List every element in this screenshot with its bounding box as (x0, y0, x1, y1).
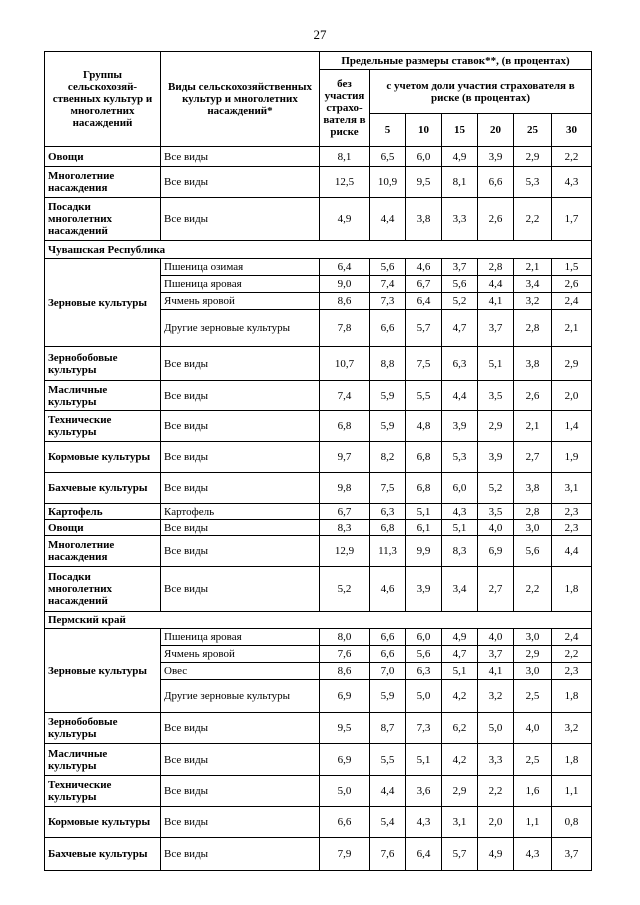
table-row (45, 807, 592, 838)
crop-kind-cell: Все виды (161, 473, 320, 504)
rate-with-participation: 3,0 (514, 520, 552, 536)
rate-with-participation: 2,2 (514, 567, 552, 612)
table-row (45, 838, 592, 871)
rate-with-participation: 2,2 (552, 646, 592, 663)
rate-with-participation: 2,6 (478, 198, 514, 241)
rate-without-participation: 7,9 (320, 838, 370, 871)
crop-group-cell: Зерновые культуры (45, 259, 161, 347)
rate-with-participation: 0,8 (552, 807, 592, 838)
rate-without-participation: 5,0 (320, 776, 370, 807)
crop-kind-cell: Все виды (161, 744, 320, 776)
rate-with-participation: 5,1 (406, 504, 442, 520)
rate-with-participation: 5,0 (478, 713, 514, 744)
rate-without-participation: 4,9 (320, 198, 370, 241)
rate-with-participation: 3,7 (478, 310, 514, 347)
rate-with-participation: 6,1 (406, 520, 442, 536)
rate-with-participation: 6,7 (406, 276, 442, 293)
rate-without-participation: 8,6 (320, 663, 370, 680)
table-row (45, 567, 592, 612)
rate-with-participation: 3,2 (514, 293, 552, 310)
table-row (45, 411, 592, 442)
rate-without-participation: 7,6 (320, 646, 370, 663)
rate-with-participation: 5,9 (370, 381, 406, 411)
rate-with-participation: 4,9 (478, 838, 514, 871)
rate-with-participation: 2,7 (478, 567, 514, 612)
rate-with-participation: 5,1 (442, 663, 478, 680)
rate-with-participation: 4,3 (552, 167, 592, 198)
crop-kind-cell: Все виды (161, 713, 320, 744)
crop-kind-cell: Все виды (161, 167, 320, 198)
rate-with-participation: 4,7 (442, 646, 478, 663)
rate-with-participation: 1,5 (552, 259, 592, 276)
rate-without-participation: 9,7 (320, 442, 370, 473)
rate-with-participation: 5,3 (442, 442, 478, 473)
rate-with-participation: 10,9 (370, 167, 406, 198)
rate-with-participation: 6,8 (406, 473, 442, 504)
table-row (45, 147, 592, 167)
table-row (45, 381, 592, 411)
rate-with-participation: 5,1 (442, 520, 478, 536)
rate-with-participation: 6,6 (370, 629, 406, 646)
rate-with-participation: 1,4 (552, 411, 592, 442)
crop-kind-cell: Все виды (161, 838, 320, 871)
rate-with-participation: 5,7 (442, 838, 478, 871)
crop-kind-cell: Все виды (161, 411, 320, 442)
rate-with-participation: 1,8 (552, 744, 592, 776)
crop-kind-cell: Все виды (161, 198, 320, 241)
table-row (45, 520, 592, 536)
rate-with-participation: 3,3 (478, 744, 514, 776)
rate-with-participation: 3,3 (442, 198, 478, 241)
crop-group-cell: Кормовые культуры (45, 442, 161, 473)
crop-kind-cell: Ячмень яровой (161, 293, 320, 310)
rate-with-participation: 3,8 (514, 347, 552, 381)
rate-without-participation: 12,5 (320, 167, 370, 198)
rate-without-participation: 7,8 (320, 310, 370, 347)
table-row (45, 744, 592, 776)
rate-with-participation: 6,4 (406, 838, 442, 871)
rate-with-participation: 7,3 (406, 713, 442, 744)
table-row (45, 259, 592, 276)
table-row (45, 713, 592, 744)
rate-with-participation: 4,4 (370, 198, 406, 241)
rate-with-participation: 2,9 (514, 147, 552, 167)
rate-without-participation: 8,6 (320, 293, 370, 310)
rate-with-participation: 4,3 (406, 807, 442, 838)
rate-with-participation: 3,7 (552, 838, 592, 871)
rate-with-participation: 2,9 (442, 776, 478, 807)
rate-with-participation: 2,1 (552, 310, 592, 347)
rate-with-participation: 2,6 (514, 381, 552, 411)
rate-with-participation: 8,7 (370, 713, 406, 744)
rate-without-participation: 10,7 (320, 347, 370, 381)
rate-without-participation: 8,3 (320, 520, 370, 536)
crop-kind-cell: Все виды (161, 442, 320, 473)
rate-with-participation: 2,2 (478, 776, 514, 807)
crop-group-cell: Технические культуры (45, 411, 161, 442)
rate-with-participation: 3,0 (514, 663, 552, 680)
crop-group-cell: Посадки многолетних насаждений (45, 567, 161, 612)
page-number: 27 (313, 27, 327, 42)
rate-with-participation: 6,3 (442, 347, 478, 381)
table-row (45, 167, 592, 198)
header-share: 10 (406, 114, 442, 147)
rate-with-participation: 2,1 (514, 259, 552, 276)
rate-with-participation: 3,9 (406, 567, 442, 612)
rate-with-participation: 4,9 (442, 147, 478, 167)
rate-with-participation: 4,1 (478, 293, 514, 310)
crop-kind-cell: Все виды (161, 381, 320, 411)
crop-kind-cell: Пшеница озимая (161, 259, 320, 276)
rate-without-participation: 8,0 (320, 629, 370, 646)
rate-with-participation: 1,7 (552, 198, 592, 241)
rate-without-participation: 9,5 (320, 713, 370, 744)
crop-group-cell: Многолетние насаждения (45, 536, 161, 567)
rate-with-participation: 2,2 (552, 147, 592, 167)
crop-kind-cell: Все виды (161, 520, 320, 536)
header-with-participation: с учетом доли участия страхователя в риске (в процентах) (370, 70, 592, 114)
rate-with-participation: 3,9 (478, 442, 514, 473)
rate-with-participation: 6,6 (370, 310, 406, 347)
rate-with-participation: 9,5 (406, 167, 442, 198)
crop-kind-cell: Все виды (161, 536, 320, 567)
rate-with-participation: 5,6 (406, 646, 442, 663)
rate-with-participation: 5,6 (514, 536, 552, 567)
rate-with-participation: 2,8 (478, 259, 514, 276)
rate-with-participation: 2,8 (514, 504, 552, 520)
header-share: 15 (442, 114, 478, 147)
crop-group-cell: Зернобобовые культуры (45, 347, 161, 381)
crop-group-cell: Посадки многолетних насаждений (45, 198, 161, 241)
crop-kind-cell: Все виды (161, 776, 320, 807)
table-row (45, 473, 592, 504)
header-crop-kinds: Виды сельскохозяйственных культур и многолетних насаждений* (161, 52, 320, 147)
rate-with-participation: 5,3 (514, 167, 552, 198)
rate-with-participation: 2,3 (552, 504, 592, 520)
rate-without-participation: 9,0 (320, 276, 370, 293)
rate-with-participation: 4,3 (442, 504, 478, 520)
rate-with-participation: 2,5 (514, 680, 552, 713)
rate-with-participation: 8,3 (442, 536, 478, 567)
rate-with-participation: 2,7 (514, 442, 552, 473)
rate-with-participation: 6,4 (406, 293, 442, 310)
rate-with-participation: 3,7 (478, 646, 514, 663)
rate-with-participation: 2,1 (514, 411, 552, 442)
rate-with-participation: 7,0 (370, 663, 406, 680)
rate-with-participation: 3,1 (442, 807, 478, 838)
rate-with-participation: 2,2 (514, 198, 552, 241)
rate-with-participation: 2,9 (552, 347, 592, 381)
rate-with-participation: 4,0 (478, 629, 514, 646)
crop-kind-cell: Картофель (161, 504, 320, 520)
crop-kind-cell: Все виды (161, 567, 320, 612)
table-row (45, 504, 592, 520)
rate-with-participation: 3,8 (514, 473, 552, 504)
rate-with-participation: 1,8 (552, 567, 592, 612)
rate-with-participation: 6,2 (442, 713, 478, 744)
rate-with-participation: 3,0 (514, 629, 552, 646)
rate-without-participation: 12,9 (320, 536, 370, 567)
crop-kind-cell: Ячмень яровой (161, 646, 320, 663)
rate-with-participation: 1,1 (552, 776, 592, 807)
rate-with-participation: 3,5 (478, 504, 514, 520)
rate-with-participation: 4,1 (478, 663, 514, 680)
rate-with-participation: 3,5 (478, 381, 514, 411)
rate-with-participation: 2,9 (514, 646, 552, 663)
table-row (45, 347, 592, 381)
region-title: Чувашская Республика (45, 241, 592, 259)
rate-with-participation: 4,0 (514, 713, 552, 744)
rate-without-participation: 6,6 (320, 807, 370, 838)
rate-with-participation: 6,0 (406, 629, 442, 646)
crop-kind-cell: Все виды (161, 807, 320, 838)
table-body (45, 147, 592, 871)
header-without-participation: без участия страхо-вателя в риске (320, 70, 370, 147)
rate-with-participation: 8,8 (370, 347, 406, 381)
crop-group-cell: Овощи (45, 147, 161, 167)
rate-with-participation: 5,9 (370, 680, 406, 713)
crop-kind-cell: Пшеница яровая (161, 276, 320, 293)
rate-with-participation: 2,4 (552, 629, 592, 646)
rate-with-participation: 6,0 (442, 473, 478, 504)
rate-without-participation: 9,8 (320, 473, 370, 504)
rate-with-participation: 4,4 (370, 776, 406, 807)
crop-group-cell: Бахчевые культуры (45, 473, 161, 504)
crop-kind-cell: Все виды (161, 147, 320, 167)
rate-with-participation: 6,5 (370, 147, 406, 167)
rate-with-participation: 5,1 (406, 744, 442, 776)
rate-with-participation: 5,1 (478, 347, 514, 381)
table-row (45, 536, 592, 567)
rate-with-participation: 6,6 (370, 646, 406, 663)
insurance-rates-table (44, 51, 592, 871)
table-row (45, 442, 592, 473)
rate-with-participation: 2,5 (514, 744, 552, 776)
rate-with-participation: 5,7 (406, 310, 442, 347)
header-crop-groups: Группы сельскохозяй-ственных культур и многолетних насаждений (45, 52, 161, 147)
rate-with-participation: 3,9 (442, 411, 478, 442)
crop-group-cell: Картофель (45, 504, 161, 520)
region-row (45, 612, 592, 629)
rate-with-participation: 3,4 (442, 567, 478, 612)
rate-with-participation: 6,9 (478, 536, 514, 567)
rate-with-participation: 4,4 (552, 536, 592, 567)
rate-with-participation: 5,9 (370, 411, 406, 442)
rate-without-participation: 6,4 (320, 259, 370, 276)
rate-with-participation: 5,2 (442, 293, 478, 310)
rate-without-participation: 7,4 (320, 381, 370, 411)
rate-with-participation: 5,5 (370, 744, 406, 776)
rate-with-participation: 5,5 (406, 381, 442, 411)
crop-kind-cell: Другие зерновые культуры (161, 310, 320, 347)
rate-with-participation: 1,9 (552, 442, 592, 473)
rate-with-participation: 3,6 (406, 776, 442, 807)
rate-with-participation: 4,4 (442, 381, 478, 411)
rate-with-participation: 7,6 (370, 838, 406, 871)
rate-with-participation: 8,2 (370, 442, 406, 473)
rate-with-participation: 4,6 (406, 259, 442, 276)
rate-with-participation: 5,2 (478, 473, 514, 504)
rate-with-participation: 4,8 (406, 411, 442, 442)
rate-with-participation: 4,7 (442, 310, 478, 347)
crop-group-cell: Масличные культуры (45, 381, 161, 411)
rate-with-participation: 7,5 (370, 473, 406, 504)
rate-without-participation: 6,9 (320, 744, 370, 776)
rate-with-participation: 2,0 (552, 381, 592, 411)
rate-with-participation: 11,3 (370, 536, 406, 567)
crop-kind-cell: Все виды (161, 347, 320, 381)
header-share: 20 (478, 114, 514, 147)
crop-group-cell: Кормовые культуры (45, 807, 161, 838)
crop-group-cell: Зерновые культуры (45, 629, 161, 713)
rate-without-participation: 8,1 (320, 147, 370, 167)
crop-group-cell: Многолетние насаждения (45, 167, 161, 198)
rate-with-participation: 5,6 (370, 259, 406, 276)
rate-with-participation: 6,0 (406, 147, 442, 167)
rate-with-participation: 3,9 (478, 147, 514, 167)
crop-group-cell: Овощи (45, 520, 161, 536)
rate-with-participation: 2,0 (478, 807, 514, 838)
rate-with-participation: 5,6 (442, 276, 478, 293)
rate-with-participation: 4,3 (514, 838, 552, 871)
rate-with-participation: 4,0 (478, 520, 514, 536)
rate-with-participation: 1,8 (552, 680, 592, 713)
crop-group-cell: Зернобобовые культуры (45, 713, 161, 744)
rate-with-participation: 9,9 (406, 536, 442, 567)
rate-with-participation: 7,5 (406, 347, 442, 381)
rate-with-participation: 6,3 (370, 504, 406, 520)
table-row (45, 629, 592, 646)
rate-without-participation: 6,7 (320, 504, 370, 520)
rate-with-participation: 4,2 (442, 680, 478, 713)
table-row (45, 776, 592, 807)
region-title: Пермский край (45, 612, 592, 629)
table-row (45, 198, 592, 241)
rate-with-participation: 4,4 (478, 276, 514, 293)
rate-with-participation: 2,9 (478, 411, 514, 442)
header-rate-limits: Предельные размеры ставок**, (в процентах) (320, 52, 592, 70)
rate-with-participation: 4,2 (442, 744, 478, 776)
rate-with-participation: 6,3 (406, 663, 442, 680)
rate-with-participation: 3,2 (552, 713, 592, 744)
crop-kind-cell: Пшеница яровая (161, 629, 320, 646)
region-row (45, 241, 592, 259)
crop-group-cell: Масличные культуры (45, 744, 161, 776)
rate-without-participation: 5,2 (320, 567, 370, 612)
rate-with-participation: 2,8 (514, 310, 552, 347)
rate-with-participation: 4,6 (370, 567, 406, 612)
rate-with-participation: 1,6 (514, 776, 552, 807)
crop-kind-cell: Другие зерновые культуры (161, 680, 320, 713)
rate-with-participation: 5,0 (406, 680, 442, 713)
rate-with-participation: 1,1 (514, 807, 552, 838)
rate-with-participation: 3,8 (406, 198, 442, 241)
rate-with-participation: 2,3 (552, 663, 592, 680)
rate-with-participation: 4,9 (442, 629, 478, 646)
rate-with-participation: 3,2 (478, 680, 514, 713)
rate-without-participation: 6,9 (320, 680, 370, 713)
rate-with-participation: 6,8 (370, 520, 406, 536)
rate-with-participation: 7,4 (370, 276, 406, 293)
rate-with-participation: 2,3 (552, 520, 592, 536)
crop-group-cell: Бахчевые культуры (45, 838, 161, 871)
rate-with-participation: 2,4 (552, 293, 592, 310)
rate-with-participation: 3,7 (442, 259, 478, 276)
rate-with-participation: 6,8 (406, 442, 442, 473)
rate-with-participation: 8,1 (442, 167, 478, 198)
header-share: 30 (552, 114, 592, 147)
header-share: 25 (514, 114, 552, 147)
rate-with-participation: 3,1 (552, 473, 592, 504)
rate-with-participation: 6,6 (478, 167, 514, 198)
crop-group-cell: Технические культуры (45, 776, 161, 807)
header-share: 5 (370, 114, 406, 147)
rate-without-participation: 6,8 (320, 411, 370, 442)
rate-with-participation: 7,3 (370, 293, 406, 310)
rate-with-participation: 3,4 (514, 276, 552, 293)
crop-kind-cell: Овес (161, 663, 320, 680)
rate-with-participation: 2,6 (552, 276, 592, 293)
rate-with-participation: 5,4 (370, 807, 406, 838)
